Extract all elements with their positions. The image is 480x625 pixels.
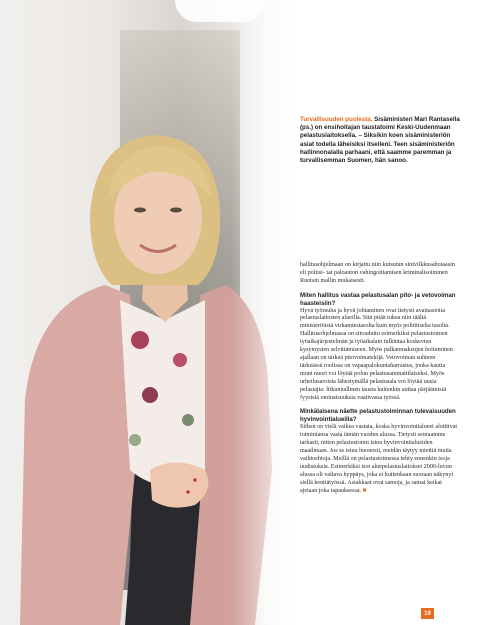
paragraph-2: Hyvä työrauha ja hyvä johtaminen ovat tietysti avainasioita pelastuslaitosten alueilla. Sitä pitää tukea niin täältä ministeriöistä virkamiestasolta kuin myös poliittiselta tasolta. Hallitusohjelmassa on sitouduttu esimerkiksi pelastustoimen työaikajärjestelmän ja työaikalain tulkintaa koskevien kysymysten selvittämiseen. Myös palkanmaksujen hoituminen ajallaan on tärkeä pitovoimatekijä. Vetovoiman suhteen tärkeässä roolissa on vapaapalokuntaharrastus, jonka kautta moni nuori voi löytää polun pelastusammattilaiseksi. Myös urheilusaroista lähestymällä pelastusala voi löytää uusia pelastajia: liikunnallinen tausta kuitenkin auttaa pärjäämistä fyysisiä ominaisuuksia vaativassa työssä. — [300, 307, 453, 401]
article-body — [300, 262, 458, 502]
end-mark-icon: ■ — [362, 487, 367, 495]
photo-fade — [230, 0, 300, 625]
pull-quote-text: Sisäministeri Mari Rantasella (ps.) on ensihoitajan taustatoimi Keski-Uudenmaan pelastuslaitoksella. – Siksikin koen sisäministeriön asiat todella läheisiksi itselleni. Teen sisäministeriön hallinnonalalla parhaani, että saamme paremman ja turvallisemman Suomen, hän sanoo. — [300, 116, 460, 165]
paragraph-1: hallitusohjelmaan on kirjattu niin kutsutun sinivilkkusabotaasin eli poliisi- tai paloauton vahingoittamisen kriminalisoiminen Ruotsin mallin mukaisesti. — [300, 262, 455, 284]
question-2: Minkälaisena näette pelastustoiminnan tulevaisuuden hyvinvointialueilla? — [300, 408, 456, 424]
pull-quote-lead: Turvallisuuden puolesta. — [300, 116, 373, 123]
question-1: Miten hallitus vastaa pelastusalan pito- ja vetovoiman haasteisiin? — [300, 291, 456, 307]
page-number: 19 — [421, 608, 434, 619]
paragraph-3 — [300, 424, 458, 496]
pull-quote — [300, 116, 462, 165]
paragraph-3-text: Siihen on vielä vaikea vastata, koska hyvinvointialueet aloittivat toimintansa vasta tämän vuoden alussa. Tietysti seuraamme tarkasti, miten pelastustoimi istuu hyvinvointialueiden maailmaan. Jos se istuu huonosti, meidän täytyy miettiä muita vaihtoehtoja. Meillä on pelastustoimessa tehty ennenkin isoja uudistuksia. Esimerkiksi isot aluepelastuslaitokset 2000-luvun alussa oli valtava hyppäys, joka ei kuitenkaan suoraan näkynyt siellä kenttätyössä. Asiakkaat ovat samoja, ja samat keikat ajetaan joka tapauksessa. — [300, 424, 458, 495]
